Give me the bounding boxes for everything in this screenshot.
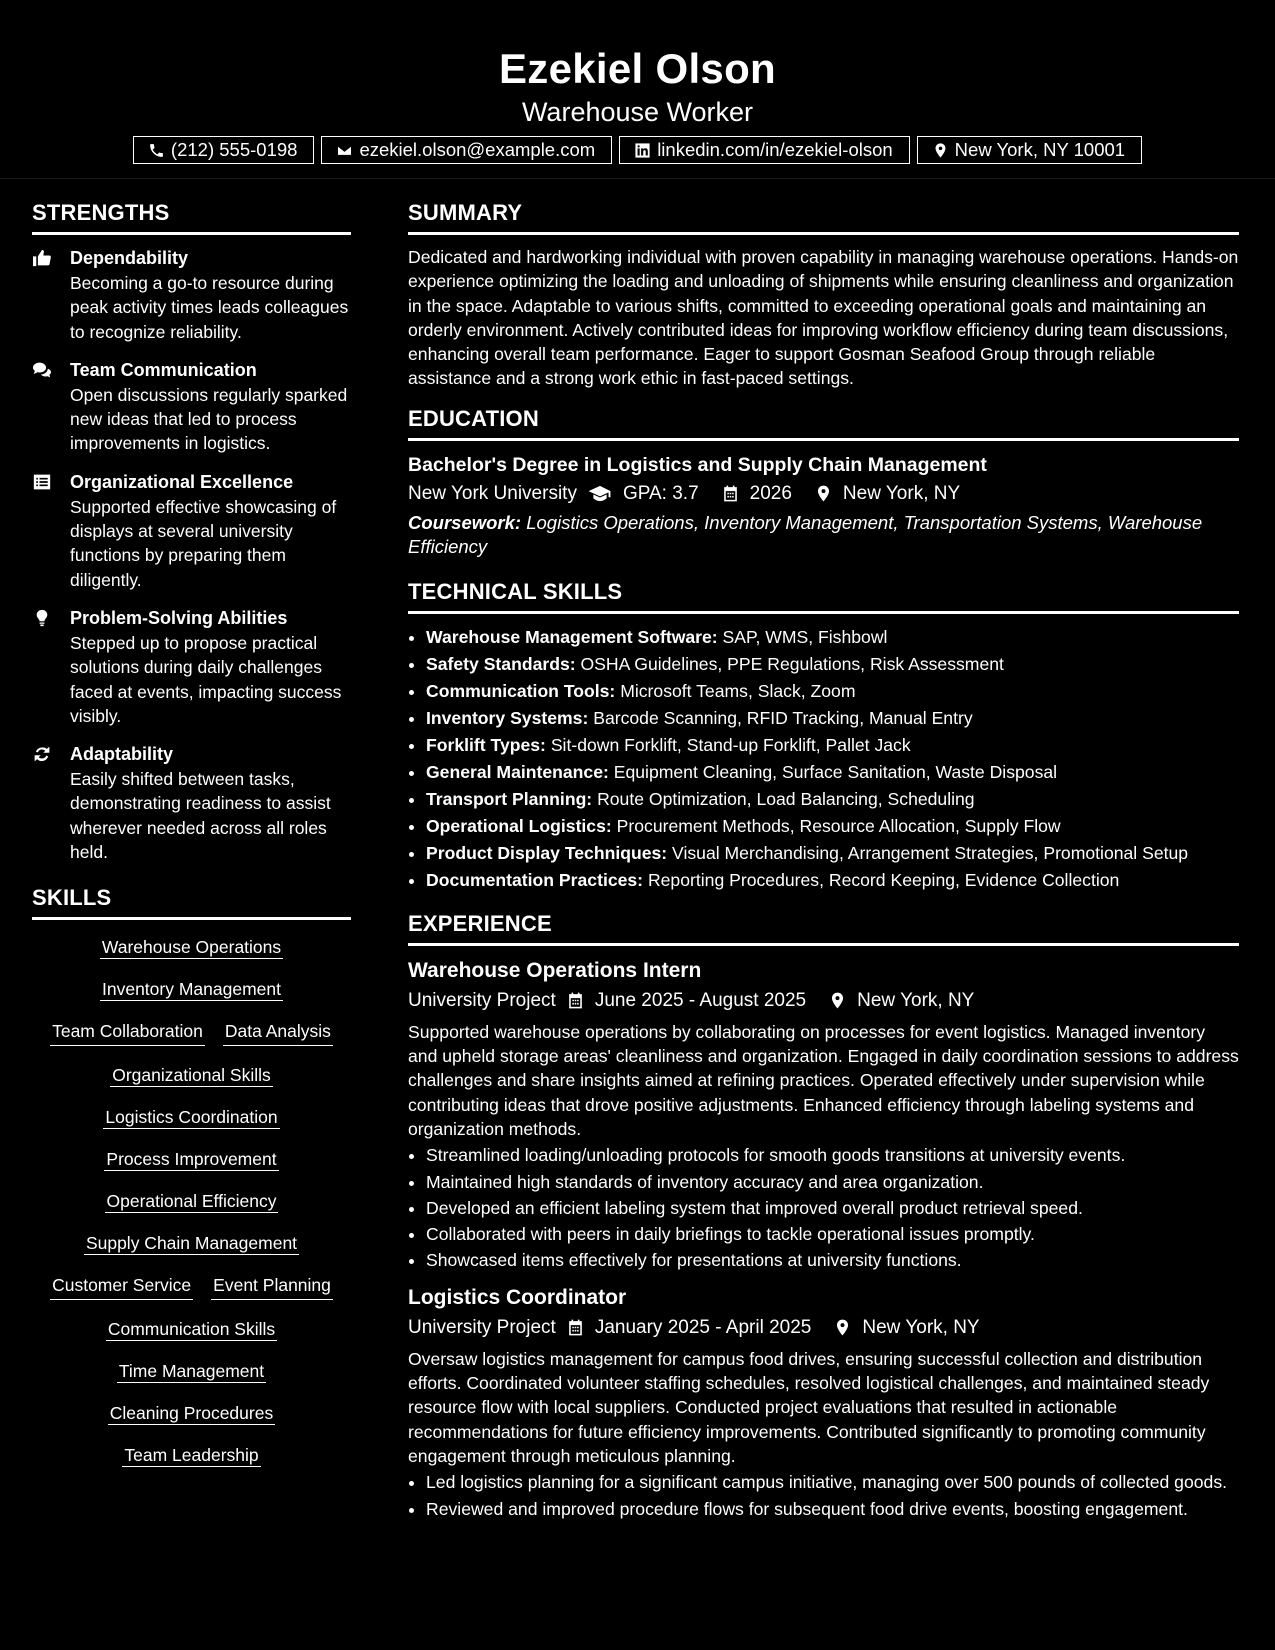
list-item: • Streamlined loading/unloading protocols for smooth goods transitions at university events.: [426, 1143, 1239, 1167]
strength-item: [32, 469, 351, 592]
skill-tag: Customer Service: [50, 1272, 193, 1300]
gpa: GPA: 3.7: [622, 482, 699, 504]
tech-value: Procurement Methods, Resource Allocation, Supply Flow: [616, 815, 1061, 836]
tech-label: Communication Tools:: [426, 680, 616, 701]
contact-email-text: ezekiel.olson@example.com: [359, 139, 596, 160]
contact-linkedin[interactable]: [619, 136, 909, 164]
strength-title: Problem-Solving Abilities: [70, 607, 288, 628]
list-card-icon: [32, 473, 52, 491]
strength-desc: Supported effective showcasing of displays at several university functions by preparing them diligently.: [70, 496, 337, 590]
tech-label: Forklift Types:: [426, 734, 546, 755]
job-title: Warehouse Worker: [521, 97, 754, 127]
envelope-icon: [336, 142, 353, 159]
list-item: • Showcased items effectively for presentations at university functions.: [426, 1248, 1239, 1272]
experience-meta: [408, 1313, 1239, 1343]
skill-tag: Organizational Skills: [112, 1065, 271, 1086]
experience-bullets: [408, 1143, 1239, 1272]
skill-tag: Data Analysis: [223, 1018, 333, 1046]
skill-tag: Cleaning Procedures: [109, 1403, 274, 1424]
tech-label: Product Display Techniques:: [426, 842, 668, 863]
strength-item: [32, 741, 351, 864]
location-icon: [833, 1318, 852, 1337]
technical-skills-heading: TECHNICAL SKILLS: [408, 578, 1239, 614]
tech-value: Visual Merchandising, Arrangement Strategies, Promotional Setup: [672, 842, 1189, 863]
chat-bubbles-icon: [32, 361, 52, 379]
experience-location: New York, NY: [857, 989, 975, 1011]
list-item: • Led logistics planning for a significant campus initiative, managing over 500 pounds of collected goods.: [426, 1470, 1239, 1494]
resume-header: [0, 0, 1275, 179]
summary-section: [408, 199, 1239, 391]
calendar-icon: [566, 1318, 585, 1337]
contact-location[interactable]: [917, 136, 1142, 164]
list-item: [426, 759, 1239, 786]
location-icon: [814, 484, 833, 503]
list-item: • Reviewed and improved procedure flows for subsequent food drive events, boosting engagement.: [426, 1497, 1239, 1521]
list-item: [426, 624, 1239, 651]
contact-bar: [0, 136, 1275, 164]
strength-item: [32, 605, 351, 728]
strength-desc: Becoming a go-to resource during peak activity times leads colleagues to recognize reliability.: [70, 273, 349, 342]
skill-tag: Operational Efficiency: [106, 1191, 277, 1212]
experience-dates: January 2025 - April 2025: [594, 1316, 812, 1338]
technical-skills-section: [408, 578, 1239, 894]
experience-org: University Project: [408, 989, 556, 1011]
strength-title: Team Communication: [70, 359, 257, 380]
experience-location: New York, NY: [862, 1316, 980, 1338]
strength-item: [32, 245, 351, 344]
contact-location-text: New York, NY 10001: [954, 139, 1126, 160]
skill-tag: Event Planning: [211, 1272, 333, 1300]
tech-label: Documentation Practices:: [426, 869, 644, 890]
skills-list: [32, 930, 351, 1484]
contact-linkedin-text: linkedin.com/in/ezekiel-olson: [657, 139, 893, 160]
tech-label: Transport Planning:: [426, 788, 593, 809]
skills-heading: SKILLS: [32, 884, 351, 920]
list-item: [426, 651, 1239, 678]
education-meta: [408, 479, 1239, 509]
summary-heading: SUMMARY: [408, 199, 1239, 235]
strength-desc: Open discussions regularly sparked new ideas that led to process improvements in logistics.: [70, 384, 348, 454]
strength-title: Organizational Excellence: [70, 471, 294, 492]
tech-label: General Maintenance:: [426, 761, 609, 782]
calendar-icon: [721, 484, 740, 503]
skill-tag: Warehouse Operations: [101, 937, 282, 958]
experience-section: [408, 910, 1239, 1521]
tech-value: Sit-down Forklift, Stand-up Forklift, Pallet Jack: [550, 734, 911, 755]
strength-desc: Easily shifted between tasks, demonstrating readiness to assist wherever needed across all roles held.: [70, 769, 331, 863]
strength-desc: Stepped up to propose practical solutions during daily challenges faced at events, impacting success visibly.: [70, 632, 342, 726]
skill-tag: Supply Chain Management: [85, 1233, 298, 1254]
skill-tag: Team Collaboration: [50, 1018, 205, 1046]
calendar-icon: [566, 991, 585, 1010]
tech-label: Operational Logistics:: [426, 815, 612, 836]
school-name: New York University: [408, 482, 577, 504]
education-heading: EDUCATION: [408, 405, 1239, 441]
contact-phone[interactable]: [133, 136, 315, 164]
strength-item: [32, 357, 351, 456]
tech-value: SAP, WMS, Fishbowl: [722, 626, 888, 647]
experience-bullets: [408, 1470, 1239, 1521]
contact-email[interactable]: [321, 136, 612, 164]
strength-title: Adaptability: [70, 744, 174, 765]
tech-value: Microsoft Teams, Slack, Zoom: [620, 680, 856, 701]
tech-value: Reporting Procedures, Record Keeping, Evidence Collection: [647, 869, 1120, 890]
list-item: [426, 705, 1239, 732]
list-item: • Maintained high standards of inventory accuracy and area organization.: [426, 1170, 1239, 1194]
skill-tag: Process Improvement: [106, 1149, 277, 1170]
tech-label: Safety Standards:: [426, 653, 576, 674]
experience-org: University Project: [408, 1316, 556, 1338]
tech-value: Equipment Cleaning, Surface Sanitation, Waste Disposal: [613, 761, 1058, 782]
education-section: [408, 405, 1239, 560]
experience-title: Logistics Coordinator: [408, 1285, 627, 1309]
list-item: • Collaborated with peers in daily briefings to tackle operational issues promptly.: [426, 1222, 1239, 1246]
experience-entry: [408, 1283, 1239, 1521]
tech-value: OSHA Guidelines, PPE Regulations, Risk Assessment: [580, 653, 1004, 674]
list-item: [426, 678, 1239, 705]
technical-skills-list: [408, 624, 1239, 894]
list-item: [426, 813, 1239, 840]
skill-tag: Time Management: [118, 1361, 265, 1382]
linkedin-icon: [634, 142, 651, 159]
skill-tag: Inventory Management: [102, 979, 281, 1000]
refresh-icon: [32, 745, 52, 763]
graduation-cap-icon: [587, 484, 613, 503]
experience-heading: EXPERIENCE: [408, 910, 1239, 946]
coursework-label: Coursework:: [408, 511, 522, 533]
coursework-list: Logistics Operations, Inventory Management, Transportation Systems, Warehouse Efficiency: [408, 511, 1203, 558]
strength-title: Dependability: [70, 248, 189, 268]
candidate-name: Ezekiel Olson: [498, 45, 776, 92]
skill-tag: Logistics Coordination: [105, 1107, 278, 1128]
phone-icon: [148, 142, 165, 159]
coursework: [408, 511, 1239, 560]
tech-label: Inventory Systems:: [426, 707, 589, 728]
experience-desc: Supported warehouse operations by collaborating on processes for event logistics. Managed inventory and upheld storage areas' cleanliness and organization. Engaged in daily coordination sessions to address challenges and share insights aimed at refining practices. Operated effectively under supervision while contributing ideas that drove positive adjustments. Enhanced efficiency through labeling systems and organization methods.: [408, 1021, 1239, 1139]
list-item: [426, 840, 1239, 867]
tech-value: Route Optimization, Load Balancing, Scheduling: [597, 788, 975, 809]
left-column: [32, 199, 351, 1484]
experience-desc: Oversaw logistics management for campus food drives, ensuring successful collection and distribution efforts. Coordinated volunteer staffing schedules, resolved logistical challenges, and maintained steady resource flow with local suppliers. Conducted project evaluations that resulted in actionable recommendations for future efficiency improvements. Contributed significantly to promoting community engagement through meticulous planning.: [408, 1348, 1210, 1466]
tech-label: Warehouse Management Software:: [426, 626, 718, 647]
experience-dates: June 2025 - August 2025: [594, 989, 807, 1011]
list-item: [426, 867, 1239, 894]
experience-entry: [408, 956, 1239, 1273]
school-location: New York, NY: [842, 482, 961, 504]
lightbulb-icon: [32, 609, 52, 627]
experience-meta: [408, 986, 1239, 1016]
list-item: [426, 786, 1239, 813]
skill-tag: Communication Skills: [107, 1319, 276, 1340]
strengths-heading: STRENGTHS: [32, 199, 351, 235]
thumbs-up-icon: [32, 249, 52, 267]
list-item: [426, 732, 1239, 759]
skill-tag: Team Leadership: [124, 1445, 259, 1466]
location-icon: [932, 142, 949, 159]
experience-title: Warehouse Operations Intern: [408, 958, 702, 982]
right-column: [408, 199, 1239, 1535]
degree-title: Bachelor's Degree in Logistics and Supply Chain Management: [408, 453, 987, 476]
contact-phone-text: (212) 555-0198: [170, 139, 298, 160]
summary-text: Dedicated and hardworking individual with proven capability in managing warehouse operations. Hands-on experience optimizing the loading and unloading of shipments while ensuring cleanliness and organization in the space. Adaptable to various shifts, committed to exceeding operational goals and maintaining an orderly environment. Actively contributed ideas for improving workflow efficiency during team discussions, enhancing overall team performance. Eager to support Gosman Seafood Group through reliable assistance and a strong work ethic in fast-paced settings.: [408, 247, 1239, 389]
graduation-year: 2026: [749, 482, 792, 504]
list-item: • Developed an efficient labeling system that improved overall product retrieval speed.: [426, 1196, 1239, 1220]
tech-value: Barcode Scanning, RFID Tracking, Manual Entry: [593, 707, 973, 728]
location-icon: [828, 991, 847, 1010]
